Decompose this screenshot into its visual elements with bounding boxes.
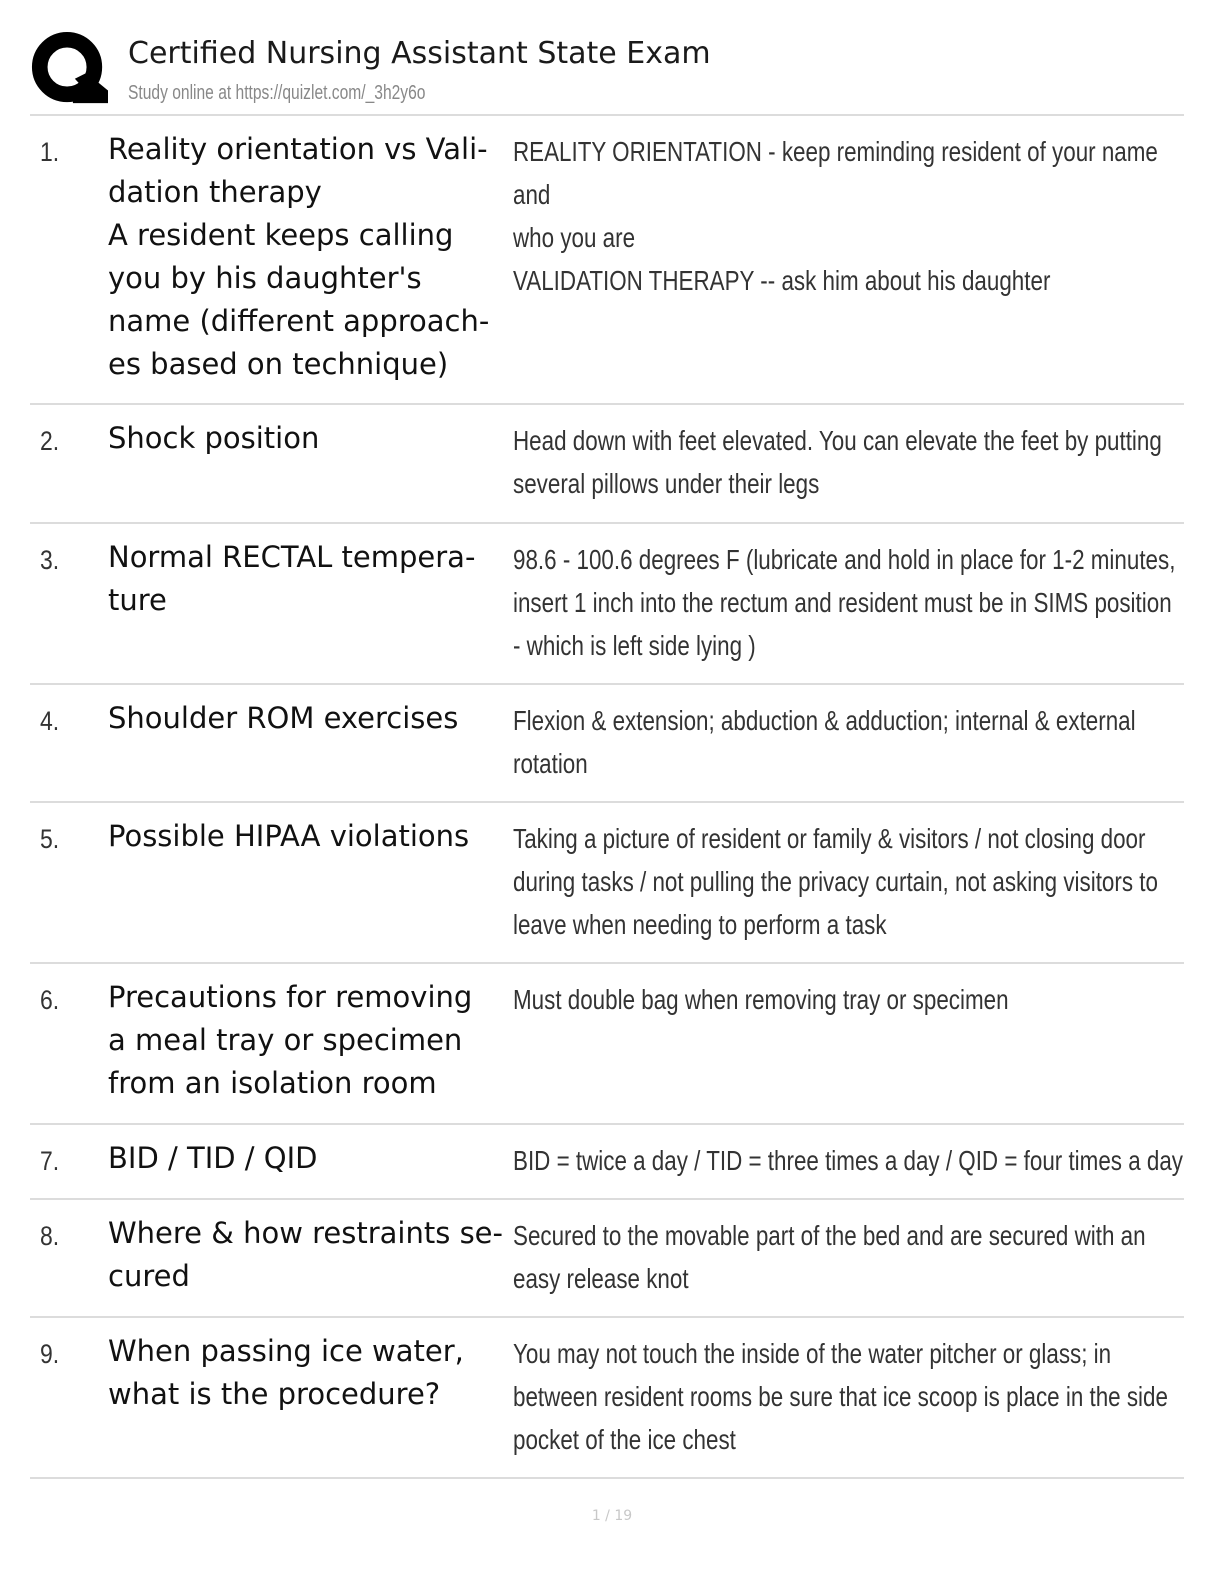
card-term: BID / TID / QID xyxy=(108,1141,318,1175)
card-number: 3. xyxy=(40,545,60,575)
card-definition: Head down with feet elevated. You can elevate the feet by putting several pillows under their legs xyxy=(513,425,1162,499)
card-definition: Taking a picture of resident or family & visitors / not closing door during tasks / not pulling the privacy curtain, not asking visitors to leave when needing to perform a task xyxy=(513,823,1158,940)
flashcard-row xyxy=(30,116,1184,405)
flashcard-row xyxy=(30,524,1184,685)
card-number: 8. xyxy=(40,1221,60,1251)
card-number: 5. xyxy=(40,824,60,854)
card-term: Reality orientation vs Vali- dation therapy A resident keeps calling you by his daughter's name (different approach- es based on technique) xyxy=(108,132,490,381)
card-term: Possible HIPAA violations xyxy=(108,819,470,853)
flashcard-row xyxy=(30,803,1184,964)
page-header xyxy=(30,28,1184,116)
page-number: 1 / 19 xyxy=(591,1508,633,1524)
card-definition: You may not touch the inside of the water pitcher or glass; in between resident rooms be sure that ice scoop is place in the side pocket of the ice chest xyxy=(513,1338,1168,1455)
flashcard-row xyxy=(30,964,1184,1125)
study-link[interactable]: Study online at https://quizlet.com/_3h2y6o xyxy=(128,82,426,104)
card-term: When passing ice water, what is the procedure? xyxy=(108,1334,464,1411)
card-term: Shock position xyxy=(108,421,320,455)
card-number: 4. xyxy=(40,706,60,736)
card-definition: BID = twice a day / TID = three times a day / QID = four times a day xyxy=(513,1145,1183,1176)
card-number: 1. xyxy=(40,137,60,167)
flashcard-row xyxy=(30,405,1184,524)
flashcard-row xyxy=(30,1125,1184,1200)
card-definition: REALITY ORIENTATION - keep reminding resident of your name and who you are VALIDATION THERAPY -- ask him about his daughter xyxy=(513,136,1158,296)
card-term: Shoulder ROM exercises xyxy=(108,701,459,735)
card-number: 7. xyxy=(40,1146,60,1176)
quizlet-q-logo-icon xyxy=(30,30,108,108)
card-definition: Must double bag when removing tray or specimen xyxy=(513,984,1009,1015)
card-definition: 98.6 - 100.6 degrees F (lubricate and hold in place for 1-2 minutes, insert 1 inch into the rectum and resident must be in SIMS position - which is left side lying ) xyxy=(513,544,1176,661)
card-term: Where & how restraints se- cured xyxy=(108,1216,503,1293)
flashcard-row xyxy=(30,1318,1184,1479)
flashcard-row xyxy=(30,685,1184,803)
card-term: Normal RECTAL tempera- ture xyxy=(108,540,476,617)
card-definition: Flexion & extension; abduction & adduction; internal & external rotation xyxy=(513,705,1136,779)
flashcard-list xyxy=(30,116,1184,1479)
card-term: Precautions for removing a meal tray or specimen from an isolation room xyxy=(108,980,473,1100)
flashcard-row xyxy=(30,1200,1184,1318)
card-number: 6. xyxy=(40,985,60,1015)
page-title: Certified Nursing Assistant State Exam xyxy=(128,36,711,71)
card-definition: Secured to the movable part of the bed and are secured with an easy release knot xyxy=(513,1220,1146,1294)
card-number: 9. xyxy=(40,1339,60,1369)
card-number: 2. xyxy=(40,426,60,456)
